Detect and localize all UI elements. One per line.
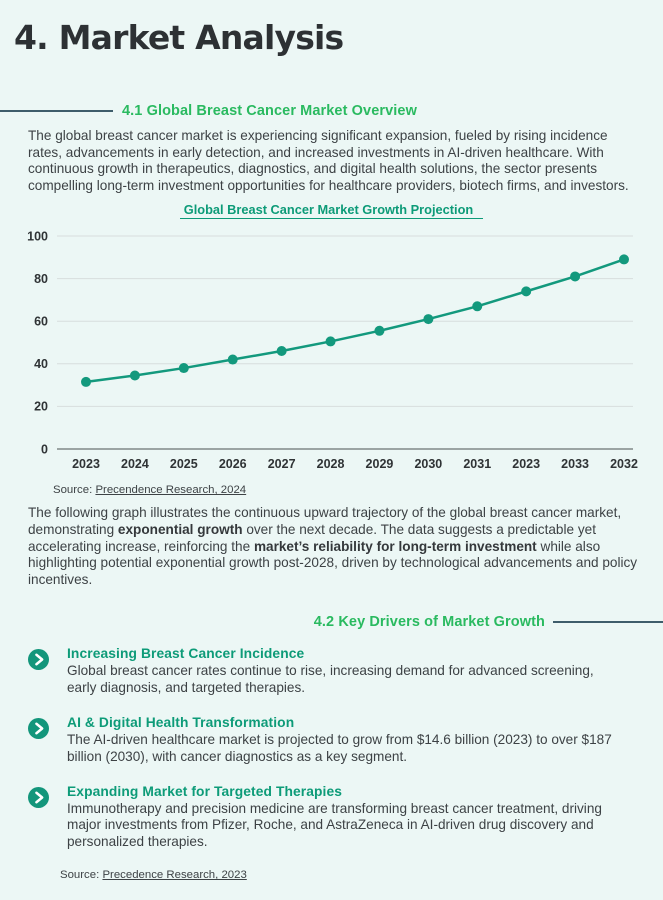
x-tick-label: 2027	[267, 457, 296, 472]
drivers-source-link[interactable]: Precedence Research, 2023	[102, 869, 247, 882]
page-title: 4. Market Analysis	[14, 18, 344, 57]
chart-title-row	[0, 201, 663, 219]
x-tick-label: 2025	[169, 457, 198, 472]
y-tick-label: 80	[34, 272, 48, 287]
x-tick-label: 2026	[218, 457, 247, 472]
section-4-1-heading: 4.1 Global Breast Cancer Market Overview	[122, 103, 417, 119]
x-tick-label: 2031	[463, 457, 492, 472]
x-tick-label: 2024	[121, 457, 149, 472]
y-tick-label: 40	[34, 357, 48, 372]
heading-rule-right	[553, 621, 663, 623]
data-point-marker	[423, 314, 433, 324]
chevron-right-icon	[28, 787, 49, 808]
data-point-marker	[570, 272, 580, 282]
driver-title: Expanding Market for Targeted Therapies	[67, 783, 343, 799]
data-point-marker	[277, 346, 287, 356]
driver-body: The AI-driven healthcare market is projected to grow from $14.6 billion (2023) to over $187 billion (2030), with cancer diagnostics as a key segment.	[67, 732, 612, 764]
emphasized-text: market’s reliability for long-term investment	[253, 538, 537, 554]
driver-body: Global breast cancer rates continue to rise, increasing demand for advanced screening, early diagnosis, and targeted therapies.	[67, 663, 594, 695]
data-point-marker	[228, 355, 238, 365]
x-tick-label: 2029	[365, 457, 394, 472]
data-point-marker	[179, 363, 189, 373]
paragraph-text: over the next decade. The data suggests a predictable yet accelerating increase, reinforcing the	[28, 521, 596, 554]
chart-source-prefix: Source:	[53, 484, 93, 497]
market-growth-chart	[0, 224, 663, 476]
market-overview-paragraph: The global breast cancer market is experiencing significant expansion, fueled by rising incidence rates, advancements in early detection, and increased investments in AI-driven healthcare. With continuous growth in therapeutics, diagnostics, and digital health solutions, the sector presents compelling long-term investment opportunities for healthcare providers, biotech firms, and investors.	[28, 128, 629, 193]
data-point-marker	[81, 377, 91, 387]
data-point-marker	[521, 287, 531, 297]
driver-title: Increasing Breast Cancer Incidence	[67, 646, 305, 662]
y-tick-label: 20	[34, 400, 48, 415]
x-tick-label: 2028	[316, 457, 345, 472]
x-tick-label: 2023	[72, 457, 100, 472]
x-tick-label: 2032	[610, 457, 638, 472]
chart-source	[53, 484, 663, 496]
driver-content	[67, 784, 623, 850]
drivers-source	[60, 869, 663, 881]
analysis-paragraph	[28, 505, 642, 588]
y-tick-label: 100	[27, 229, 48, 244]
x-tick-label: 2023	[512, 457, 541, 472]
chart-title-link[interactable]: Global Breast Cancer Market Growth Projection	[180, 202, 483, 219]
y-tick-label: 0	[41, 442, 48, 457]
chevron-right-icon	[28, 718, 49, 739]
paragraph-text: while also highlighting potential exponential growth post-2028, driven by technological advancements and policy incentives.	[28, 538, 638, 587]
data-point-marker	[619, 255, 629, 265]
x-tick-label: 2030	[414, 457, 443, 472]
section-4-2-heading: 4.2 Key Drivers of Market Growth	[313, 614, 545, 631]
line-chart-canvas	[0, 224, 663, 476]
y-tick-label: 60	[34, 314, 48, 329]
paragraph-text: The following graph illustrates the continuous upward trajectory of the global breast cancer market, demonstrating	[28, 505, 622, 537]
x-tick-label: 2033	[561, 457, 589, 472]
heading-rule-left	[0, 110, 113, 112]
driver-body: Immunotherapy and precision medicine are transforming breast cancer treatment, driving major investments from Pfizer, Roche, and AstraZeneca in AI-driven drug discovery and personalized therapies.	[67, 800, 602, 849]
driver-content	[67, 715, 623, 765]
drivers-source-prefix: Source:	[60, 869, 100, 882]
data-point-marker	[374, 326, 384, 336]
driver-item-incidence	[28, 646, 663, 696]
chevron-right-icon	[28, 649, 49, 670]
key-drivers-list	[28, 646, 663, 850]
driver-title: AI & Digital Health Transformation	[67, 715, 295, 731]
section-4-2-heading-row	[0, 614, 663, 630]
driver-item-targeted-therapies	[28, 784, 663, 850]
driver-content	[67, 646, 623, 696]
chart-source-link[interactable]: Precendence Research, 2024	[95, 484, 247, 497]
data-point-marker	[472, 302, 482, 312]
emphasized-text: exponential growth	[117, 521, 243, 537]
driver-item-ai-health	[28, 715, 663, 765]
data-point-marker	[326, 337, 336, 347]
section-4-1-heading-row	[0, 103, 663, 119]
data-point-marker	[130, 371, 140, 381]
